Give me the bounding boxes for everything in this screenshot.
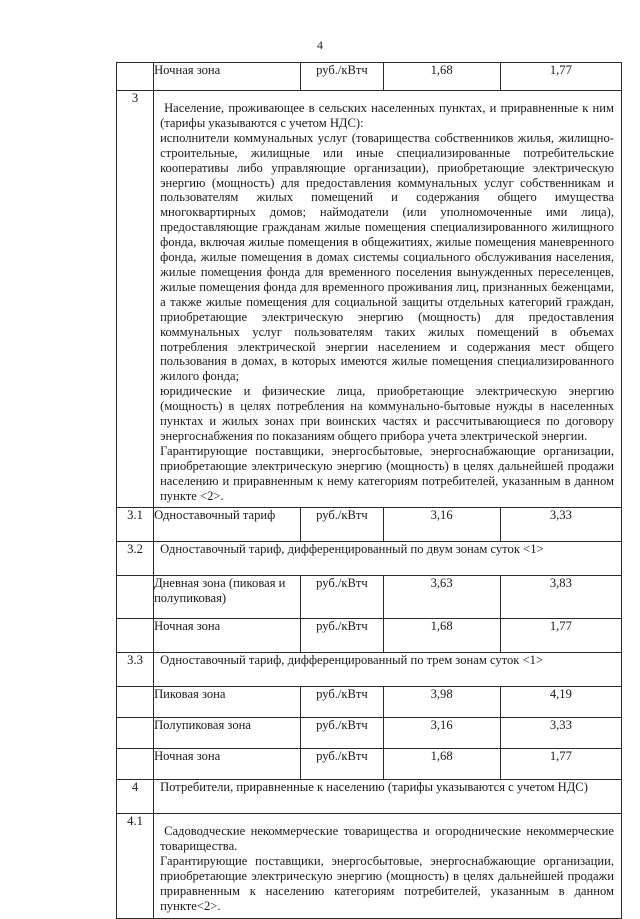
tariff-name: Дневная зона (пиковая и полупиковая) [154, 576, 301, 619]
tariff-name: Полупиковая зона [154, 718, 301, 749]
category-paragraph: Гарантирующие поставщики, энергосбытовые, энергоснабжающие организации, приобретающие электрическую энергию (мощность) в целях дальнейшей продажи приравненным к населению категориям потребителей, указанным в данном пункте<2>. [160, 854, 614, 913]
tariff-group-title: Одноставочный тариф, дифференцированный по трем зонам суток <1> [154, 653, 622, 687]
category-paragraph: Гарантирующие поставщики, энергосбытовые, энергоснабжающие организации, приобретающие электрическую энергию (мощность) в целях дальнейшей продажи населению и приравненным к нему категориям потребителей, указанным в данном пункте <2>. [160, 443, 614, 503]
tariff-value-first-half: 3,16 [383, 718, 500, 749]
category-paragraph: исполнители коммунальных услуг (товарищества собственников жилья, жилищно-строительные, жилищные или иные специализированные потребительские кооперативы либо управляющие организации), приобретающие электрическую энергию (мощность) для предоставления коммунальных услуг собственникам и пользователям жилых помещений и содержания общего имущества многоквартирных домов; наймодатели (или уполномоченные ими лица), предоставляющие гражданам жилые помещения специализированного жилищного фонда, включая жилые помещения в общежитиях, жилые помещения маневренного фонда, жилые помещения в домах системы социального обслуживания населения, жилые помещения фонда для временного поселения вынужденных переселенцев, жилые помещения фонда для временного проживания лиц, признанных беженцами, а также жилые помещения для социальной защиты отдельных категорий граждан, приобретающие электрическую энергию (мощность) для предоставления коммунальных услуг пользователям таких жилых помещений в объемах потребления электрической энергии населением и содержания мест общего пользования в домах, в которых имеются жилые помещения специализированного жилого фонда; [160, 130, 614, 384]
tariff-value-second-half: 3,83 [500, 576, 621, 619]
tariff-value-first-half: 1,68 [383, 619, 500, 653]
table-row [117, 814, 622, 918]
tariff-unit: руб./кВтч [301, 508, 383, 542]
tariff-unit: руб./кВтч [301, 576, 383, 619]
table-row [117, 653, 622, 687]
table-row [117, 576, 622, 619]
category-paragraph: Население, проживающее в сельских населенных пунктах, и приравненные к ним (тарифы указываются с учетом НДС): [160, 101, 614, 130]
row-number [117, 718, 154, 749]
tariff-value-second-half: 1,77 [500, 63, 621, 91]
row-number: 4.1 [117, 814, 154, 918]
category-paragraph: Садоводческие некоммерческие товарищества и огороднические некоммерческие товарищества. [160, 824, 614, 854]
row-number: 4 [117, 780, 154, 814]
tariff-name: Ночная зона [154, 63, 301, 91]
category-title: Потребители, приравненные к населению (тарифы указываются с учетом НДС) [154, 780, 622, 814]
table-row [117, 542, 622, 576]
table-row [117, 687, 622, 718]
tariff-value-second-half: 1,77 [500, 749, 621, 780]
tariff-value-first-half: 3,16 [383, 508, 500, 542]
row-number [117, 749, 154, 780]
row-number: 3 [117, 91, 154, 508]
table-row [117, 619, 622, 653]
tariff-unit: руб./кВтч [301, 687, 383, 718]
tariff-value-first-half: 1,68 [383, 63, 500, 91]
tariff-value-second-half: 4,19 [500, 687, 621, 718]
table-row [117, 91, 622, 508]
row-number: 3.3 [117, 653, 154, 687]
row-number: 3.2 [117, 542, 154, 576]
table-row [117, 718, 622, 749]
table-row [117, 780, 622, 814]
tariff-value-second-half: 1,77 [500, 619, 621, 653]
tariff-name: Ночная зона [154, 749, 301, 780]
category-description [154, 91, 622, 508]
table-row [117, 749, 622, 780]
tariff-unit: руб./кВтч [301, 718, 383, 749]
tariff-value-first-half: 1,68 [383, 749, 500, 780]
tariff-group-title: Одноставочный тариф, дифференцированный по двум зонам суток <1> [154, 542, 622, 576]
page-number: 4 [317, 38, 323, 52]
tariff-value-first-half: 3,98 [383, 687, 500, 718]
tariff-value-second-half: 3,33 [500, 508, 621, 542]
category-description [154, 814, 622, 918]
row-number [117, 687, 154, 718]
row-number [117, 63, 154, 91]
row-number [117, 619, 154, 653]
tariff-name: Ночная зона [154, 619, 301, 653]
tariff-unit: руб./кВтч [301, 619, 383, 653]
tariff-name: Пиковая зона [154, 687, 301, 718]
row-number: 3.1 [117, 508, 154, 542]
tariff-value-second-half: 3,33 [500, 718, 621, 749]
tariff-value-first-half: 3,63 [383, 576, 500, 619]
table-row [117, 63, 622, 91]
category-paragraph: юридические и физические лица, приобретающие электрическую энергию (мощность) в целях потребления на коммунально-бытовые нужды в населенных пунктах и жилых зонах при воинских частях и рассчитывающиеся по договору энергоснабжения по показаниям общего прибора учета электрической энергии. [160, 384, 614, 443]
tariff-unit: руб./кВтч [301, 749, 383, 780]
tariff-table [116, 62, 622, 919]
tariff-name: Одноставочный тариф [154, 508, 301, 542]
table-row [117, 508, 622, 542]
tariff-unit: руб./кВтч [301, 63, 383, 91]
row-number [117, 576, 154, 619]
